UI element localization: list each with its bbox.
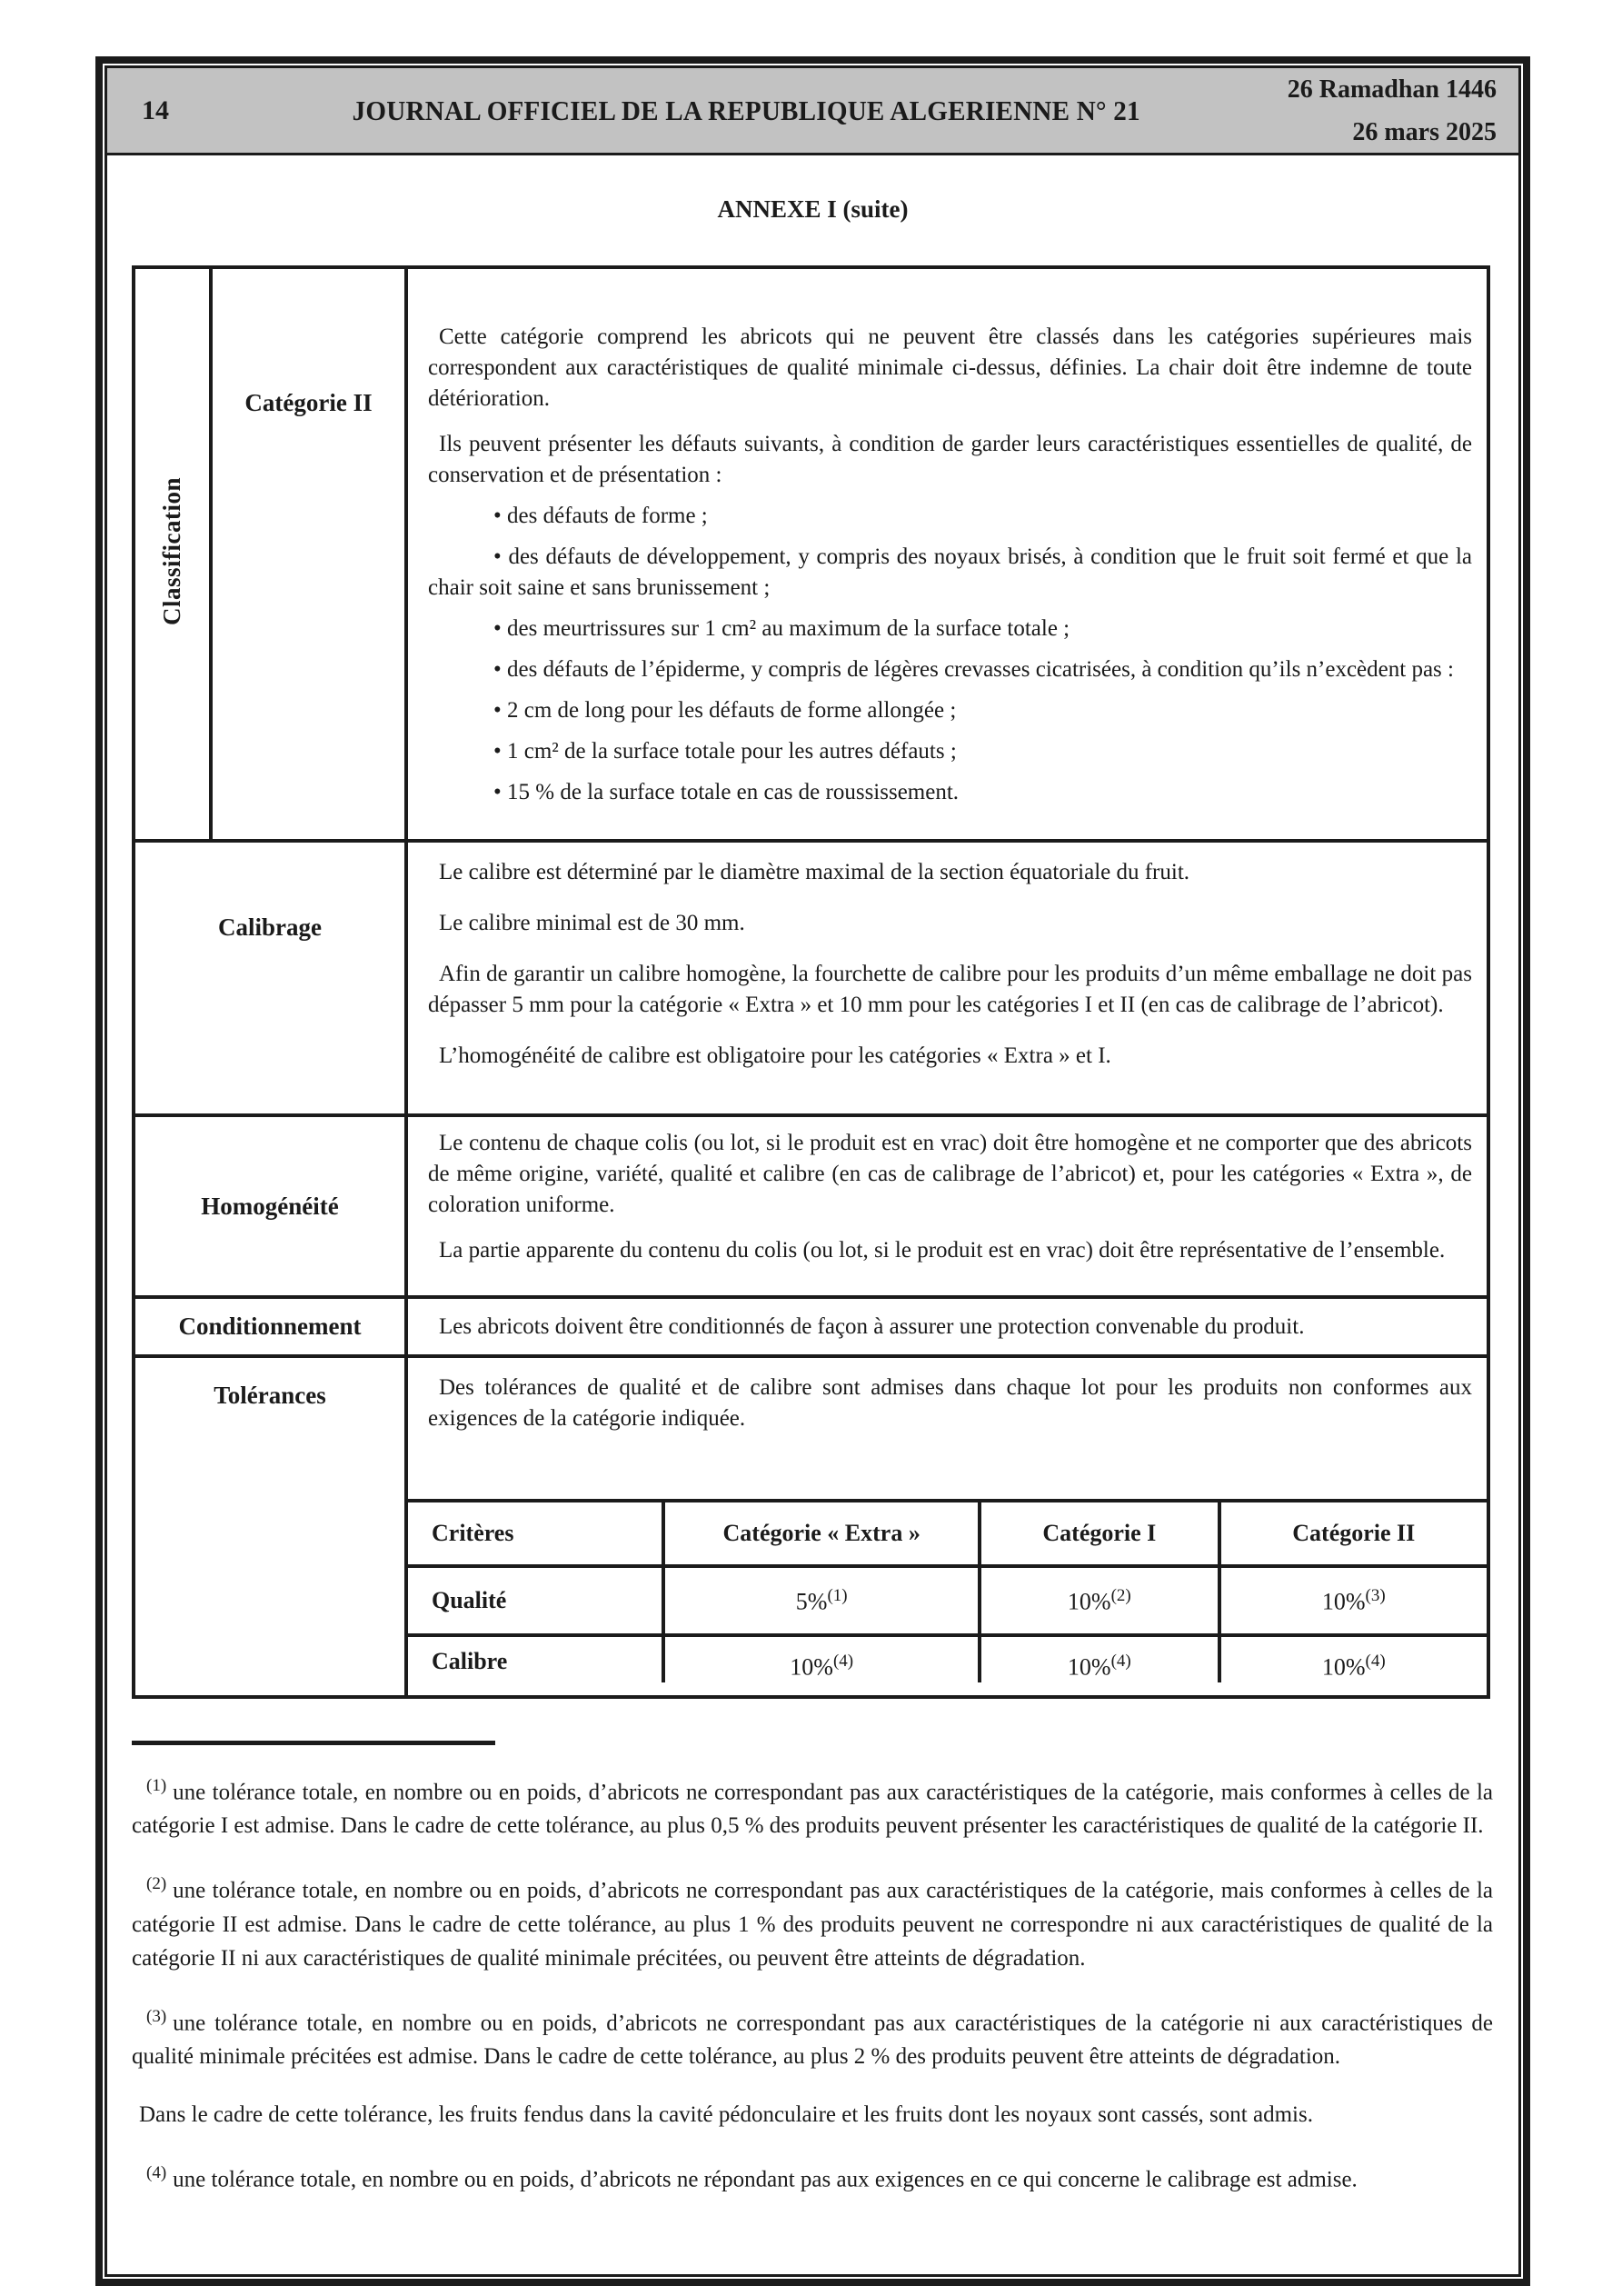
date-gregorian: 26 mars 2025 (1352, 117, 1497, 146)
paragraph: Le calibre minimal est de 30 mm. (439, 911, 745, 935)
paragraph: Le contenu de chaque colis (ou lot, si le produit est en vrac) doit être homogène et ne comporter que des abricots de même origine, variété, qualité et calibre (en cas de calibrage de l’abricot) et, pour les catégories « Extra », de coloration uniforme. (428, 1131, 1472, 1217)
footnote-ref: (4) (1110, 1652, 1131, 1671)
conditionnement-label: Conditionnement (178, 1313, 362, 1340)
footnote-marker: (4) (146, 2162, 167, 2182)
calibre-extra-value: 10%$^{(4)}$ (663, 1635, 980, 1682)
paragraph: Le calibre est déterminé par le diamètre maximal de la section équatoriale du fruit. (439, 860, 1190, 884)
footnote-1: $^{(1)}$ une tolérance totale, en nombre ou en poids, d’abricots ne correspondant pas aux caractéristiques de la catégorie, mais conformes à celles de la catégorie I est admise. Dans le cadre de cette tolérance, au plus 0,5 % des produits peuvent présenter les caractéristiques de qualité de la catégorie II. (132, 1776, 1493, 1839)
journal-title (205, 95, 1288, 127)
table-row-qualite (408, 1566, 1487, 1635)
footnote-3: $^{(3)}$ une tolérance totale, en nombre ou en poids, d’abricots ne correspondant pas aux caractéristiques de la catégorie ni aux caractéristiques de qualité minimale précitées est admise. Dans le cadre de cette tolérance, au plus 2 % des produits peuvent être atteints de dégradation. (132, 2006, 1493, 2069)
table-row-conditionnement (134, 1297, 1488, 1356)
specification-table (132, 265, 1490, 1699)
bullet-item: • 2 cm de long pour les défauts de forme allongée ; (493, 698, 957, 723)
tolerances-table (408, 1499, 1487, 1682)
annexe-title: ANNEXE I (suite) (717, 195, 909, 223)
paragraph: La partie apparente du contenu du colis (ou lot, si le produit est en vrac) doit être représentative de l’ensemble. (439, 1238, 1446, 1263)
categorie-ii-content-cell (406, 267, 1488, 841)
table-row-calibrage (134, 841, 1488, 1115)
table-row-calibre (408, 1635, 1487, 1682)
tolerances-content-cell (406, 1356, 1488, 1697)
bullet-item: • des défauts de développement, y compris des noyaux brisés, à condition que le fruit soit fermé et que la chair soit saine et sans brunissement ; (428, 544, 1472, 600)
qualite-cat2-value: 10%$^{(3)}$ (1219, 1566, 1487, 1635)
date-hijri: 26 Ramadhan 1446 (1287, 75, 1497, 104)
paragraph: L’homogénéité de calibre est obligatoire pour les catégories « Extra » et I. (439, 1043, 1111, 1068)
table-row-homogeneite (134, 1115, 1488, 1297)
bullet-item: • 1 cm² de la surface totale pour les autres défauts ; (493, 739, 957, 764)
bullet-item: • des meurtrissures sur 1 cm² au maximum de la surface totale ; (493, 616, 1070, 641)
masthead (107, 68, 1518, 155)
footnote-divider (132, 1741, 495, 1745)
footnote-ref: (1) (827, 1585, 848, 1605)
paragraph: Cette catégorie comprend les abricots qui ne peuvent être classés dans les catégories supérieures mais correspondent aux caractéristiques de qualité minimale ci-dessus, définies. La chair doit être indemne de toute détérioration. (428, 324, 1472, 411)
journal-title-text: JOURNAL OFFICIEL DE LA REPUBLIQUE ALGERIENNE N° 21 (352, 94, 1140, 126)
classification-vertical-label: Classification (158, 477, 185, 626)
categorie-ii-label: Catégorie II (244, 389, 373, 416)
page-number: 14 (142, 95, 169, 125)
column-header-criteres: Critères (408, 1501, 663, 1566)
tolerances-intro (408, 1358, 1487, 1499)
footnote-ref: (2) (1110, 1585, 1131, 1605)
row-label-calibre: Calibre (408, 1635, 663, 1682)
paragraph: Les abricots doivent être conditionnés de façon à assurer une protection convenable du produit. (439, 1313, 1305, 1339)
homogeneite-label-cell (134, 1115, 406, 1297)
footnote-marker: (2) (146, 1874, 167, 1894)
paragraph: Ils peuvent présenter les défauts suivants, à condition de garder leurs caractéristiques essentielles de qualité, de conservation et de présentation : (428, 432, 1472, 487)
qualite-extra-value: 5%$^{(1)}$ (663, 1566, 980, 1635)
tolerances-header-row (408, 1501, 1487, 1566)
column-header-categorie-ii: Catégorie II (1219, 1501, 1487, 1566)
column-header-categorie-i: Catégorie I (980, 1501, 1219, 1566)
calibre-cat1-value: 10%$^{(4)}$ (980, 1635, 1219, 1682)
calibre-cat2-value: 10%$^{(4)}$ (1219, 1635, 1487, 1682)
footnote-marker: (3) (146, 2006, 167, 2026)
column-header-categorie-extra: Catégorie « Extra » (663, 1501, 980, 1566)
categorie-ii-label-cell (211, 267, 406, 841)
page-frame-inner (104, 65, 1521, 2277)
row-label-qualite: Qualité (408, 1566, 663, 1635)
footnote-note: Dans le cadre de cette tolérance, les fruits fendus dans la cavité pédonculaire et les fruits dont les noyaux sont cassés, sont admis. (139, 2101, 1313, 2127)
table-row-tolerances (134, 1356, 1488, 1697)
page-frame (95, 56, 1530, 2286)
qualite-cat1-value: 10%$^{(2)}$ (980, 1566, 1219, 1635)
footnote-2: $^{(2)}$ une tolérance totale, en nombre ou en poids, d’abricots ne correspondant pas aux caractéristiques de la catégorie, mais conformes à celles de la catégorie II est admise. Dans le cadre de cette tolérance, au plus 1 % des produits peuvent ne correspondre ni aux caractéristiques de qualité de la catégorie II ni aux caractéristiques de qualité minimale précitées, ou peuvent être atteints de dégradation. (132, 1874, 1493, 1971)
paragraph: Afin de garantir un calibre homogène, la fourchette de calibre pour les produits d’un même emballage ne doit pas dépasser 5 mm pour la catégorie « Extra » et 10 mm pour les catégories I et II (en cas de calibrage de l’abricot). (428, 962, 1472, 1017)
calibrage-content-cell (406, 841, 1488, 1115)
calibrage-label-cell (134, 841, 406, 1115)
paragraph: Des tolérances de qualité et de calibre sont admises dans chaque lot pour les produits non conformes aux exigences de la catégorie indiquée. (428, 1375, 1472, 1431)
conditionnement-label-cell (134, 1297, 406, 1356)
homogeneite-content-cell (406, 1115, 1488, 1297)
conditionnement-content-cell (406, 1297, 1488, 1356)
footnotes (132, 1769, 1493, 2196)
table-row-classification (134, 267, 1488, 841)
footnote-marker: (1) (146, 1776, 167, 1795)
bullet-item: • des défauts de l’épiderme, y compris de légères crevasses cicatrisées, à condition qu’ils n’excèdent pas : (493, 657, 1454, 682)
footnote-ref: (3) (1365, 1585, 1386, 1605)
footnote-4: $^{(4)}$ une tolérance totale, en nombre ou en poids, d’abricots ne répondant pas aux exigences en ce qui concerne le calibrage est admise. (146, 2162, 1358, 2192)
bullet-item: • 15 % de la surface totale en cas de roussissement. (493, 780, 960, 804)
issue-dates (1288, 68, 1497, 154)
footnote-ref: (4) (832, 1652, 854, 1671)
bullet-item: • des défauts de forme ; (493, 504, 708, 528)
tolerances-label-cell (134, 1356, 406, 1697)
footnote-ref: (4) (1365, 1652, 1386, 1671)
classification-side-cell (134, 267, 211, 841)
tolerances-label: Tolérances (214, 1382, 326, 1409)
calibrage-label: Calibrage (218, 913, 322, 941)
homogeneite-label: Homogénéité (201, 1192, 339, 1220)
